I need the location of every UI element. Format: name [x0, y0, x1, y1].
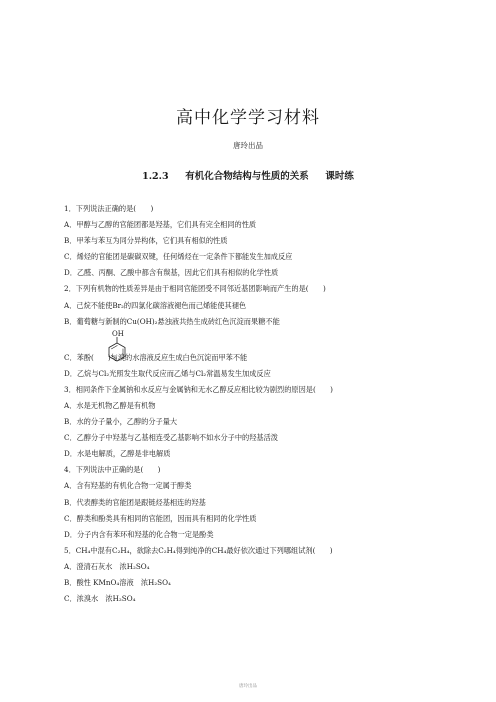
question-5-option-c: C．浓溴水 浓H₂SO₄ — [64, 594, 136, 604]
page-title: 高中化学学习材料 — [176, 108, 320, 128]
question-1-option-a: A．甲醇与乙醇的官能团都是羟基，它们具有完全相同的性质 — [64, 220, 257, 230]
section-name: 有机化合物结构与性质的关系 — [185, 171, 309, 182]
question-4-option-d: D．分子内含有苯环和羟基的化合物一定是酚类 — [64, 529, 214, 539]
question-3-stem: 3．相同条件下金属钠和水反应与金属钠和无水乙醇反应相比较为剧烈的原因是( ) — [64, 384, 333, 394]
question-5-stem: 5．CH₄中混有C₂H₄，欲除去C₂H₄得到纯净的CH₄最好依次通过下列哪组试剂( ) — [64, 545, 333, 555]
question-1-option-d: D．乙醛、丙酮、乙酸中都含有羰基，因此它们具有相似的化学性质 — [64, 268, 279, 278]
question-2-option-c — [64, 330, 464, 366]
question-4-stem: 4．下列说法中正确的是( ) — [64, 465, 161, 475]
section-number: 1.2.3 — [142, 171, 169, 182]
question-2-option-a: A．己烷不能使Br₂的四氯化碳溶液褪色而己烯能使其褪色 — [64, 300, 247, 310]
question-2-stem: 2．下列有机物的性质差异是由于相同官能团受不同邻近基团影响而产生的是( ) — [64, 284, 326, 294]
page-footer: 唐玲出品 — [239, 684, 257, 689]
question-5-option-a: A．澄清石灰水 浓H₂SO₄ — [64, 561, 150, 571]
question-4-option-c: C．醇类和酚类具有相同的官能团，因而具有相同的化学性质 — [64, 513, 257, 523]
question-2-option-d: D．乙烷与Cl₂光照发生取代反应而乙烯与Cl₂常温易发生加成反应 — [64, 368, 271, 378]
option-c-suffix: )与溴的水溶液反应生成白色沉淀而甲苯不能 — [107, 352, 248, 362]
question-3-option-d: D．水是电解质，乙醇是非电解质 — [64, 449, 171, 459]
option-c-prefix: C．苯酚( — [64, 352, 94, 362]
question-5-option-b: B．酸性 KMnO₄溶液 浓H₂SO₄ — [64, 577, 171, 587]
question-body — [64, 201, 464, 607]
question-1-stem: 1．下列说法正确的是( ) — [64, 204, 154, 213]
author-line: 唐玲出品 — [233, 141, 263, 150]
question-3-option-b: B．水的分子量小，乙醇的分子量大 — [64, 417, 178, 427]
question-2-option-b: B．葡萄糖与新制的Cu(OH)₂悬浊液共热生成砖红色沉淀而果糖不能 — [64, 316, 280, 326]
question-4-option-b: B．代表醇类的官能团是跟链烃基相连的羟基 — [64, 497, 206, 507]
question-4-option-a: A．含有羟基的有机化合物一定属于醇类 — [64, 481, 192, 491]
question-3-option-c: C．乙醇分子中羟基与乙基相连受乙基影响不如水分子中的羟基活泼 — [64, 433, 278, 443]
section-tag: 课时练 — [325, 171, 354, 182]
phenol-oh-label: OH — [112, 329, 124, 338]
question-3-option-a: A．水是无机物乙醇是有机物 — [64, 400, 156, 410]
question-1-option-c: C．烯烃的官能团是碳碳双键，任何烯烃在一定条件下都能发生加成反应 — [64, 252, 293, 262]
question-1-option-b: B．甲苯与苯互为同分异构体，它们具有相似的性质 — [64, 236, 228, 246]
section-title — [0, 168, 496, 182]
